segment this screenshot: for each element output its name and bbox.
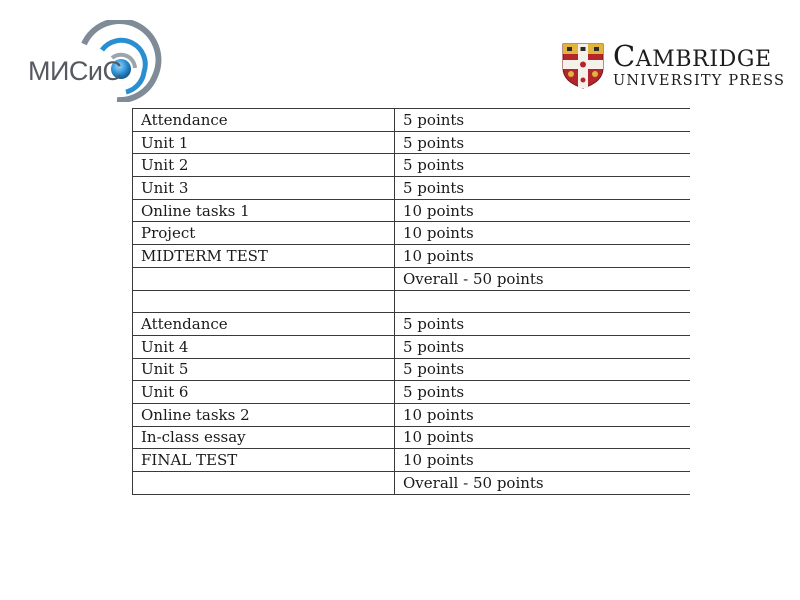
- item-cell: Project: [133, 222, 395, 245]
- points-cell: [395, 290, 690, 313]
- item-cell: In-class essay: [133, 426, 395, 449]
- cambridge-wordmark: [613, 39, 786, 90]
- table-row: [133, 313, 690, 336]
- points-cell: 5 points: [395, 335, 690, 358]
- points-cell: 10 points: [395, 222, 690, 245]
- table-row: [133, 290, 690, 313]
- table-row: [133, 109, 690, 132]
- points-cell: 5 points: [395, 381, 690, 404]
- cambridge-name: AMBRIDGE: [635, 47, 772, 72]
- item-cell: Unit 4: [133, 335, 395, 358]
- table-row: [133, 381, 690, 404]
- item-cell: FINAL TEST: [133, 449, 395, 472]
- table-row: [133, 199, 690, 222]
- table-row: [133, 267, 690, 290]
- cambridge-initial: C: [613, 39, 636, 73]
- points-table: [132, 108, 690, 495]
- table-row: [133, 449, 690, 472]
- points-cell: Overall - 50 points: [395, 267, 690, 290]
- item-cell: Unit 5: [133, 358, 395, 381]
- item-cell: Unit 3: [133, 177, 395, 200]
- table-row: [133, 131, 690, 154]
- item-cell: Unit 2: [133, 154, 395, 177]
- table-row: [133, 335, 690, 358]
- points-cell: 5 points: [395, 313, 690, 336]
- table-row: [133, 426, 690, 449]
- points-cell: Overall - 50 points: [395, 472, 690, 495]
- points-cell: 5 points: [395, 131, 690, 154]
- points-cell: 5 points: [395, 154, 690, 177]
- misis-wordmark: МИСиС: [28, 56, 122, 86]
- table-row: [133, 403, 690, 426]
- points-cell: 10 points: [395, 426, 690, 449]
- table-row: [133, 245, 690, 268]
- table-row: [133, 154, 690, 177]
- item-cell: Attendance: [133, 313, 395, 336]
- table-row: [133, 358, 690, 381]
- item-cell: Unit 6: [133, 381, 395, 404]
- points-cell: 10 points: [395, 199, 690, 222]
- points-cell: 5 points: [395, 358, 690, 381]
- cambridge-shield-icon: [561, 42, 605, 90]
- table-row: [133, 472, 690, 495]
- points-cell: 10 points: [395, 245, 690, 268]
- points-cell: 10 points: [395, 449, 690, 472]
- table-row: [133, 177, 690, 200]
- misis-logo: [22, 20, 162, 102]
- item-cell: Attendance: [133, 109, 395, 132]
- table-row: [133, 222, 690, 245]
- points-cell: 5 points: [395, 109, 690, 132]
- points-cell: 10 points: [395, 403, 690, 426]
- item-cell: [133, 472, 395, 495]
- cambridge-logo: [561, 39, 786, 92]
- item-cell: [133, 267, 395, 290]
- points-table-body: [133, 109, 690, 495]
- item-cell: Unit 1: [133, 131, 395, 154]
- item-cell: Online tasks 1: [133, 199, 395, 222]
- item-cell: Online tasks 2: [133, 403, 395, 426]
- points-cell: 5 points: [395, 177, 690, 200]
- item-cell: [133, 290, 395, 313]
- cambridge-subtitle: UNIVERSITY PRESS: [613, 73, 786, 89]
- item-cell: MIDTERM TEST: [133, 245, 395, 268]
